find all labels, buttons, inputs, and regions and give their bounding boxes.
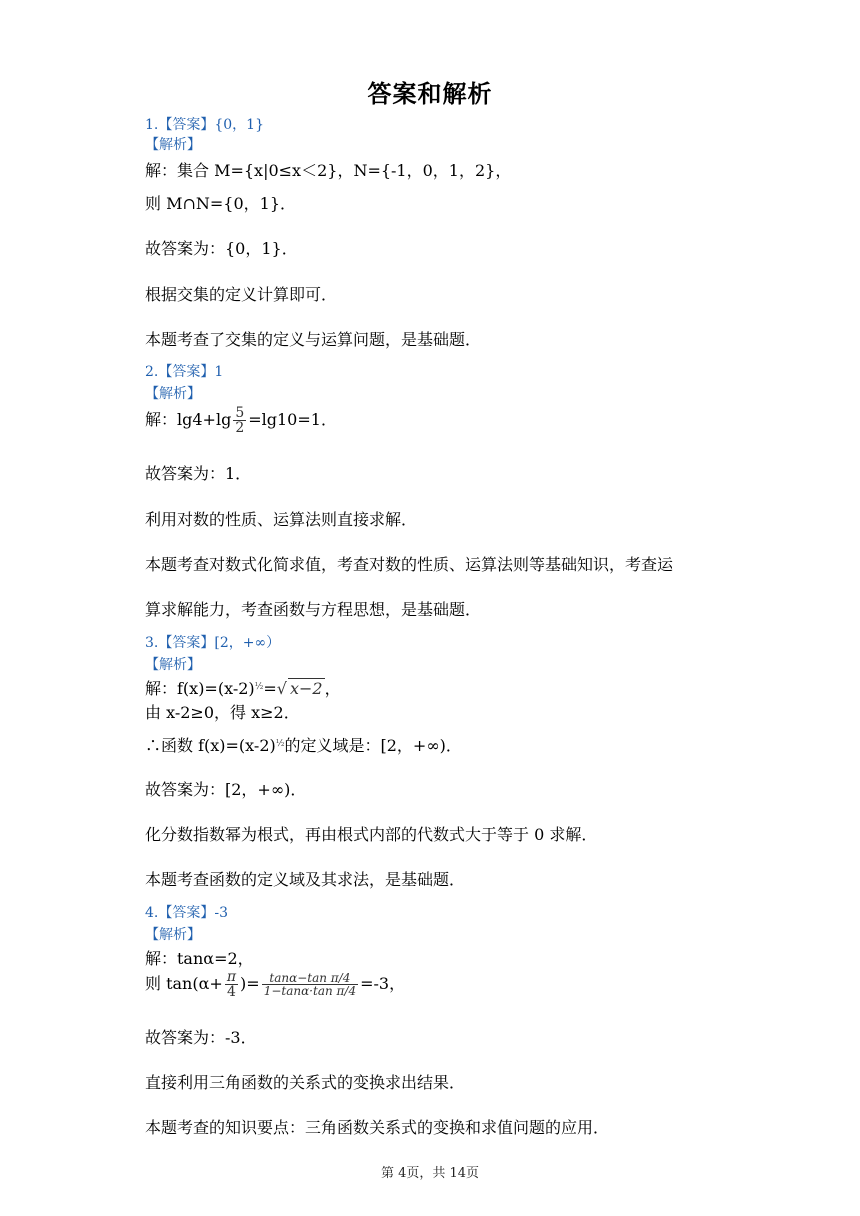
q1-analysis-label: 【解析】 (145, 137, 201, 153)
sqrt-sign: √ (276, 679, 287, 698)
fraction-numerator: π (226, 969, 237, 985)
q4-answer-heading: 4.【答案】-3 (145, 905, 228, 921)
fraction-pi-over-4 (225, 970, 238, 999)
q2-line-1-post: =lg10=1． (248, 410, 337, 429)
q2-analysis-label: 【解析】 (145, 386, 201, 402)
q1-line-1: 解：集合 M={x|0≤x＜2}，N={-1，0，1，2}， (145, 161, 512, 180)
q4-line-3: 故答案为：-3． (145, 1028, 257, 1047)
q3-line-6: 本题考查函数的定义域及其求法，是基础题． (145, 870, 466, 889)
q4-line-2-post: =-3， (360, 974, 406, 993)
q4-line-2-pre: 则 tan(α+ (145, 974, 223, 993)
q3-line-3-pre: ∴函数 f(x)=(x-2) (145, 736, 276, 755)
q4-line-4: 直接利用三角函数的关系式的变换求出结果． (145, 1073, 466, 1092)
q3-line-3 (145, 733, 462, 756)
page-footer: 第 4页，共 14页 (380, 1166, 480, 1181)
q3-analysis-label: 【解析】 (145, 657, 201, 673)
sqrt-radicand: x−2 (290, 679, 323, 698)
q3-line-4: 故答案为：[2，+∞)． (145, 780, 307, 799)
fraction-denominator: 1−tanα·tan π/4 (263, 984, 357, 998)
q3-line-1-pre: 解：f(x)=(x-2) (145, 679, 255, 698)
q1-line-3: 故答案为：{0，1}． (145, 239, 298, 258)
q2-line-3: 利用对数的性质、运算法则直接求解． (145, 510, 418, 529)
q2-line-1 (145, 406, 337, 435)
page-title: 答案和解析 (367, 79, 493, 108)
q3-line-3-post: 的定义域是：[2，+∞)． (284, 736, 462, 755)
q2-line-1-pre: 解：lg4+lg (145, 410, 232, 429)
q4-line-1: 解：tanα=2， (145, 949, 254, 968)
q4-line-2 (145, 970, 405, 999)
q2-answer-heading: 2.【答案】1 (145, 364, 224, 380)
q4-analysis-label: 【解析】 (145, 927, 201, 943)
q3-answer-heading: 3.【答案】[2，+∞） (145, 635, 281, 651)
q2-line-2: 故答案为：1． (145, 464, 252, 483)
q4-line-2-mid: )= (240, 974, 260, 993)
tan-difference-fraction (262, 972, 358, 997)
q1-line-4: 根据交集的定义计算即可． (145, 285, 338, 304)
exponent-half: ½ (275, 739, 285, 749)
q1-answer-heading: 1.【答案】{0，1} (145, 117, 264, 133)
exponent-half: ½ (254, 682, 264, 692)
fraction-5-over-2 (233, 406, 246, 435)
q1-line-5: 本题考查了交集的定义与运算问题，是基础题． (145, 330, 482, 349)
q1-line-2: 则 M∩N={0，1}． (145, 194, 297, 213)
q2-line-5: 算求解能力，考查函数与方程思想，是基础题． (145, 600, 482, 619)
fraction-numerator: 5 (235, 405, 245, 421)
q3-line-1-post: ， (324, 679, 341, 698)
fraction-denominator: 2 (235, 420, 245, 436)
q3-line-5: 化分数指数幂为根式，再由根式内部的代数式大于等于 0 求解． (145, 825, 598, 844)
q2-line-4: 本题考查对数式化简求值，考查对数的性质、运算法则等基础知识，考查运 (145, 555, 674, 574)
q3-line-2: 由 x-2≥0，得 x≥2． (145, 703, 300, 722)
fraction-numerator: tanα−tan π/4 (269, 971, 351, 985)
equals-sign: = (263, 679, 277, 698)
fraction-denominator: 4 (225, 984, 238, 999)
q3-line-1 (145, 676, 341, 699)
q4-line-5: 本题考查的知识要点：三角函数关系式的变换和求值问题的应用． (145, 1118, 610, 1137)
